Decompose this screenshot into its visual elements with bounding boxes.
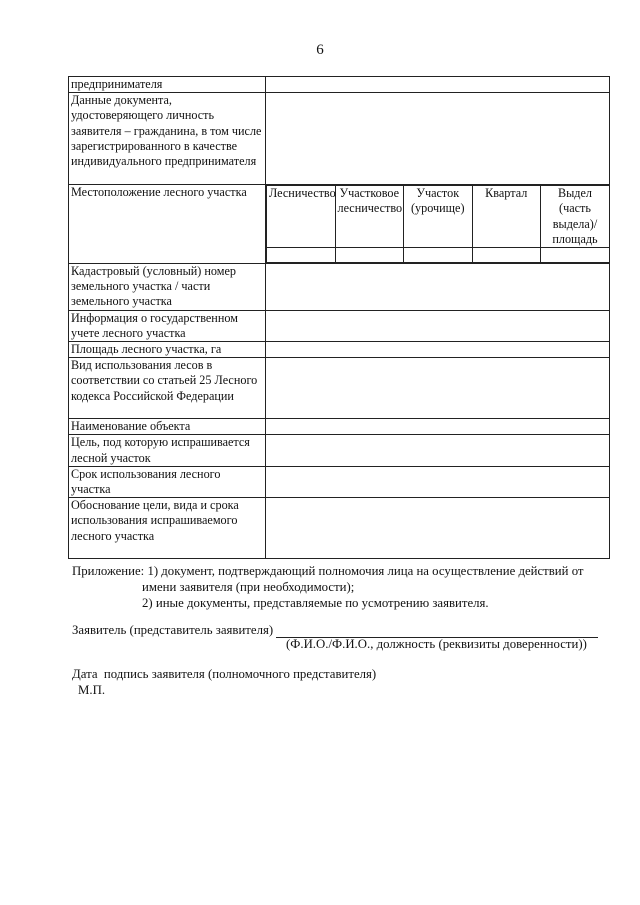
location-value-field[interactable]	[335, 248, 404, 263]
appendix-line: 2) иные документы, представляемые по усмотрению заявителя.	[142, 596, 489, 610]
row-label: Площадь лесного участка, га	[69, 342, 266, 358]
appendix-line: Приложение: 1) документ, подтверждающий полномочия лица на осуществление действий от	[72, 564, 584, 578]
table-row	[69, 342, 610, 358]
row-label: Обоснование цели, вида и срока использования испрашиваемого лесного участка	[69, 498, 266, 559]
table-row	[69, 310, 610, 341]
appendix-block	[72, 563, 612, 611]
location-subtable	[266, 185, 609, 263]
row-value-field[interactable]	[266, 358, 610, 419]
signature-label: подпись заявителя (полномочного представителя)	[103, 667, 377, 681]
location-value-field[interactable]	[541, 248, 610, 263]
row-value-field[interactable]	[266, 77, 610, 93]
date-label: Дата	[72, 667, 98, 681]
table-row	[69, 435, 610, 466]
row-label: Срок использования лесного участка	[69, 466, 266, 497]
page-number: 6	[316, 42, 324, 58]
date-signature-line	[72, 667, 612, 682]
row-label: Кадастровый (условный) номер земельного участка / части земельного участка	[69, 264, 266, 311]
application-form-table	[68, 76, 610, 559]
location-value-field[interactable]	[267, 248, 336, 263]
row-value-field[interactable]	[266, 498, 610, 559]
row-label: Местоположение лесного участка	[69, 185, 266, 264]
table-row	[69, 185, 610, 264]
table-row	[69, 466, 610, 497]
location-column-header: Квартал	[472, 186, 541, 248]
location-column-header: Участок (урочище)	[404, 186, 473, 248]
row-label: Информация о государственном учете лесного участка	[69, 310, 266, 341]
location-column-header: Выдел (часть выдела)/ площадь	[541, 186, 610, 248]
row-value-field[interactable]	[266, 342, 610, 358]
location-column-header: Лесничество	[267, 186, 336, 248]
row-label: предпринимателя	[69, 77, 266, 93]
row-label: Вид использования лесов в соответствии со статьей 25 Лесного кодекса Российской Федерации	[69, 358, 266, 419]
location-column-header: Участковое лесничество	[335, 186, 404, 248]
table-row	[69, 498, 610, 559]
location-value-field[interactable]	[404, 248, 473, 263]
location-subtable-cell	[266, 185, 610, 264]
applicant-label: Заявитель (представитель заявителя)	[72, 623, 274, 637]
row-value-field[interactable]	[266, 264, 610, 311]
row-value-field[interactable]	[266, 93, 610, 185]
applicant-hint: (Ф.И.О./Ф.И.О., должность (реквизиты доверенности))	[286, 637, 587, 651]
row-label: Данные документа, удостоверяющего личность заявителя – гражданина, в том числе зарегистрированного в качестве индивидуального предпринимателя	[69, 93, 266, 185]
seal-label: М.П.	[78, 683, 106, 697]
row-value-field[interactable]	[266, 435, 610, 466]
table-row	[69, 93, 610, 185]
location-value-field[interactable]	[472, 248, 541, 263]
row-value-field[interactable]	[266, 310, 610, 341]
row-label: Наименование объекта	[69, 419, 266, 435]
applicant-signature-line	[72, 622, 612, 638]
row-value-field[interactable]	[266, 419, 610, 435]
appendix-line: имени заявителя (при необходимости);	[142, 580, 355, 594]
applicant-name-field[interactable]	[276, 623, 598, 638]
table-row	[69, 419, 610, 435]
row-value-field[interactable]	[266, 466, 610, 497]
table-row	[69, 77, 610, 93]
table-row	[69, 358, 610, 419]
table-row	[69, 264, 610, 311]
row-label: Цель, под которую испрашивается лесной участок	[69, 435, 266, 466]
